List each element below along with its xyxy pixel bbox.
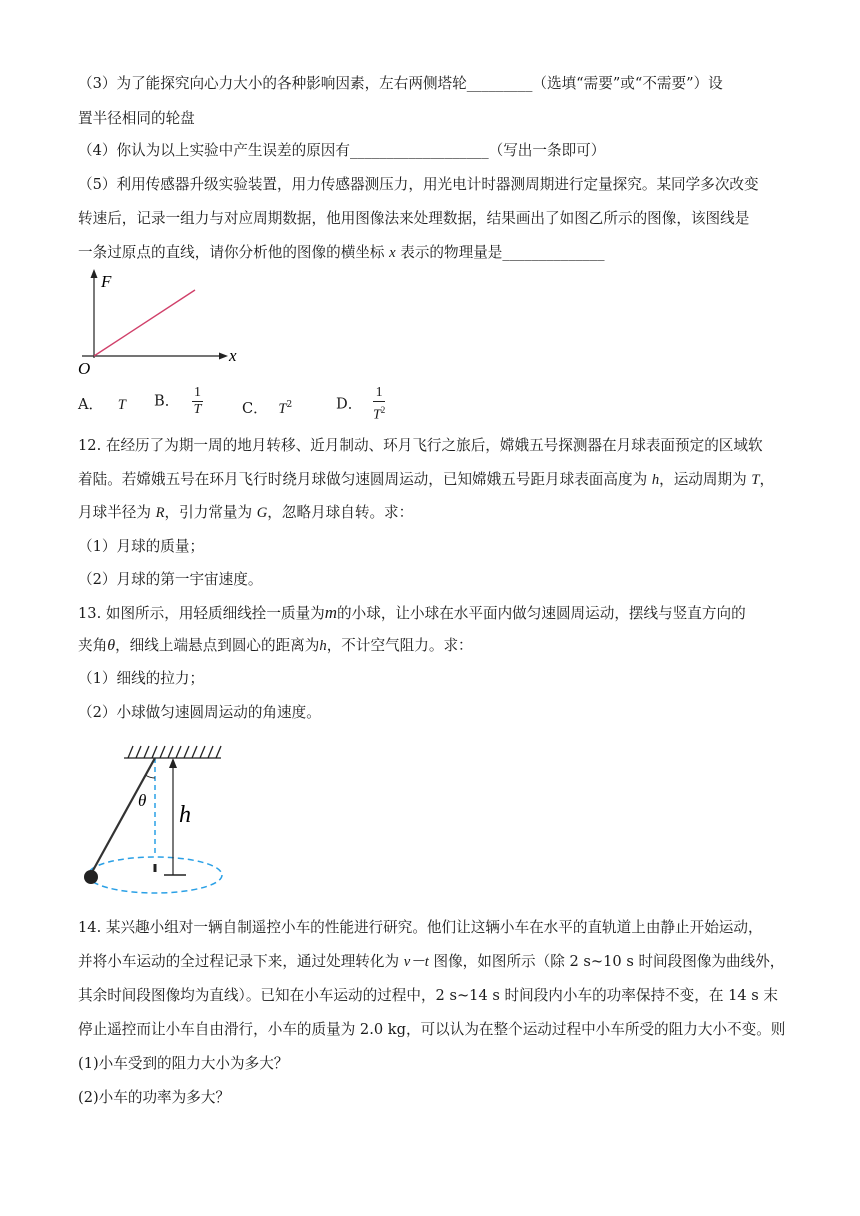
ceiling-hatch: [124, 746, 221, 758]
y-axis-label: F: [101, 272, 112, 291]
q13-line2: 夹角θ，细线上端悬点到圆心的距离为h，不计空气阻力。求：: [78, 637, 473, 654]
center-marker: [154, 864, 157, 872]
origin-label: O: [78, 359, 91, 378]
q14-line4: 停止遥控而让小车自由滑行，小车的质量为 2.0 kg，可以认为在整个运动过程中小车所受的阻力大小不变。则: [78, 1021, 786, 1038]
h-arrow-head: [169, 758, 177, 768]
choice-a: A． T: [78, 396, 126, 413]
q12-line2: 着陆。若嫦娥五号在环月飞行时绕月球做匀速圆周运动，已知嫦娥五号距月球表面高度为 h，运动周期为 T，: [78, 471, 775, 488]
q12-sub2: （2）月球的第一宇宙速度。: [78, 571, 263, 588]
h-label: h: [179, 802, 191, 828]
choice-b: B． $\frac{1}{T}$: [154, 385, 202, 417]
graph-line: [94, 290, 195, 356]
choice-c: C． $T^2$: [242, 399, 293, 417]
q14-sub1: (1)小车受到的阻力大小为多大？: [78, 1055, 289, 1072]
q12-sub1: （1）月球的质量；: [78, 538, 205, 555]
conical-pendulum-figure: [76, 738, 236, 896]
q14-sub2: (2)小车的功率为多大？: [78, 1089, 231, 1106]
x-axis-arrow: [219, 353, 228, 360]
q3-line2: 置半径相同的轮盘: [78, 110, 195, 127]
ball: [84, 870, 98, 884]
q13-line1: 13. 如图所示，用轻质细线拴一质量为m的小球，让小球在水平面内做匀速圆周运动，摆线与竖直方向的: [78, 603, 746, 622]
q3-line1: （3）为了能探究向心力大小的各种影响因素，左右两侧塔轮_________（选填“需要”或“不需要”）设: [78, 75, 723, 92]
q12-line3: 月球半径为 R，引力常量为 G，忽略月球自转。求：: [78, 504, 414, 521]
q14-line3: 其余时间段图像均为直线）。已知在小车运动的过程中，2 s~14 s 时间段内小车的功率保持不变，在 14 s 末: [78, 987, 779, 1004]
f-x-graph: [74, 268, 254, 380]
q5-line2: 转速后，记录一组力与对应周期数据，他用图像法来处理数据，结果画出了如图乙所示的图像，该图线是: [78, 210, 750, 227]
x-axis-label: x: [229, 346, 237, 365]
string: [91, 758, 155, 874]
angle-arc: [146, 776, 155, 779]
q12-line1: 12. 在经历了为期一周的地月转移、近月制动、环月飞行之旅后，嫦娥五号探测器在月球表面预定的区域软: [78, 437, 763, 454]
q5-line3: 一条过原点的直线，请你分析他的图像的横坐标 x 表示的物理量是______________: [78, 244, 605, 261]
y-axis-arrow: [91, 269, 98, 278]
circular-path: [88, 857, 222, 893]
q5-line1: （5）利用传感器升级实验装置，用力传感器测压力，用光电计时器测周期进行定量探究。某同学多次改变: [78, 176, 759, 193]
q4-line: （4）你认为以上实验中产生误差的原因有___________________（写出一条即可）: [78, 142, 606, 159]
choice-d: D． $\frac{1}{T^2}$: [336, 385, 386, 423]
q13-sub2: （2）小球做匀速圆周运动的角速度。: [78, 704, 321, 721]
q14-line1: 14. 某兴趣小组对一辆自制遥控小车的性能进行研究。他们让这辆小车在水平的直轨道上由静止开始运动，: [78, 919, 763, 936]
q13-sub1: （1）细线的拉力；: [78, 670, 205, 687]
theta-label: θ: [138, 791, 147, 810]
q14-line2: 并将小车运动的全过程记录下来，通过处理转化为 v－t 图像，如图所示（除 2 s~10 s 时间段图像为曲线外，: [78, 953, 785, 970]
